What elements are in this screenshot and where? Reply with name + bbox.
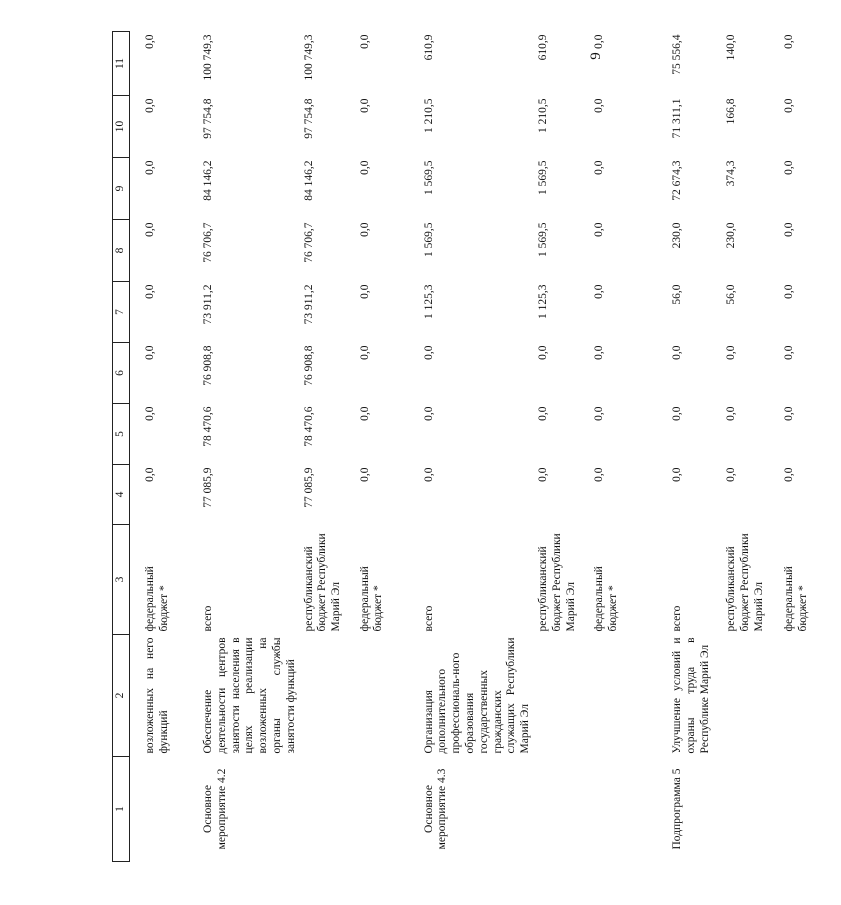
funding-source-cell: республиканский бюджет Республики Марий Эл bbox=[302, 533, 343, 632]
program-name-cell bbox=[142, 757, 200, 862]
column-number: 9 bbox=[113, 158, 130, 220]
column-number: 2 bbox=[113, 635, 130, 757]
amount-cell: 100 749,3 bbox=[202, 34, 214, 81]
table-row bbox=[301, 32, 357, 862]
amount-cell: 78 470,6 bbox=[302, 406, 315, 447]
amount-cell: 0,0 bbox=[592, 467, 605, 482]
funding-source-cell: федеральный бюджет * bbox=[782, 566, 809, 632]
amount-cell: 0,0 bbox=[782, 406, 795, 421]
amount-cell: 0,0 bbox=[782, 222, 795, 237]
amount-cell: 374,3 bbox=[724, 160, 737, 187]
funding-source-cell: всего bbox=[422, 605, 435, 632]
amount-cell: 0,0 bbox=[782, 34, 795, 49]
amount-cell: 1 569,5 bbox=[536, 222, 549, 257]
table-body bbox=[142, 32, 841, 862]
amount-cell: 0,0 bbox=[358, 467, 371, 482]
amount-cell: 0,0 bbox=[782, 160, 795, 175]
amount-cell: 76 706,7 bbox=[202, 222, 214, 263]
amount-cell: 100 749,3 bbox=[302, 34, 315, 81]
amount-cell: 56,0 bbox=[724, 284, 737, 305]
amount-cell: 84 146,2 bbox=[202, 160, 214, 201]
amount-cell: 1 125,3 bbox=[422, 284, 435, 319]
amount-cell: 230,0 bbox=[724, 222, 737, 249]
column-number-header bbox=[113, 32, 130, 862]
amount-cell: 0,0 bbox=[592, 160, 605, 175]
amount-cell: 72 674,3 bbox=[670, 160, 683, 201]
amount-cell: 0,0 bbox=[144, 222, 156, 237]
program-name-cell bbox=[723, 757, 781, 862]
description-cell: Обеспечение деятельности центров занятости населения в целях реализации возложенных на органы службы занятости функций bbox=[202, 637, 297, 754]
amount-cell: 0,0 bbox=[536, 345, 549, 360]
column-number: 3 bbox=[113, 525, 130, 635]
amount-cell: 0,0 bbox=[144, 98, 156, 113]
amount-cell: 0,0 bbox=[358, 98, 371, 113]
amount-cell: 610,9 bbox=[536, 34, 549, 61]
description-cell: возложенных на него функций bbox=[144, 637, 170, 754]
program-name-cell bbox=[301, 757, 357, 862]
amount-cell: 0,0 bbox=[144, 34, 156, 49]
amount-cell: 0,0 bbox=[422, 467, 435, 482]
amount-cell: 0,0 bbox=[358, 284, 371, 299]
amount-cell: 84 146,2 bbox=[302, 160, 315, 201]
description-cell bbox=[357, 635, 421, 757]
program-name-cell bbox=[591, 757, 669, 862]
amount-cell: 76 908,8 bbox=[202, 345, 214, 386]
description-cell: Улучшение условий и охраны труда в Республике Марий Эл bbox=[670, 637, 711, 754]
amount-cell: 166,8 bbox=[724, 98, 737, 125]
funding-source-cell: всего bbox=[670, 605, 683, 632]
amount-cell: 97 754,8 bbox=[202, 98, 214, 139]
amount-cell: 0,0 bbox=[144, 160, 156, 175]
funding-source-cell: республиканский бюджет Республики Марий Эл bbox=[724, 533, 765, 632]
amount-cell: 0,0 bbox=[144, 284, 156, 299]
amount-cell: 78 470,6 bbox=[202, 406, 214, 447]
amount-cell: 0,0 bbox=[536, 406, 549, 421]
amount-cell: 0,0 bbox=[536, 467, 549, 482]
amount-cell: 0,0 bbox=[724, 406, 737, 421]
table-row bbox=[669, 32, 723, 862]
column-number: 11 bbox=[113, 32, 130, 96]
amount-cell: 0,0 bbox=[358, 222, 371, 237]
amount-cell: 77 085,9 bbox=[202, 467, 214, 508]
column-number: 4 bbox=[113, 465, 130, 525]
amount-cell: 56,0 bbox=[670, 284, 683, 305]
funding-source-cell: республиканский бюджет Республики Марий Эл bbox=[536, 533, 577, 632]
amount-cell: 0,0 bbox=[724, 467, 737, 482]
program-name-cell: Основное мероприятие 4.2 bbox=[202, 768, 228, 850]
program-name-cell: Подпрограмма 5 bbox=[670, 768, 683, 850]
description-cell bbox=[535, 635, 591, 757]
funding-source-cell: федеральный бюджет * bbox=[358, 566, 385, 632]
table-row bbox=[421, 32, 535, 862]
amount-cell: 76 908,8 bbox=[302, 345, 315, 386]
description-cell bbox=[723, 635, 781, 757]
amount-cell: 0,0 bbox=[592, 222, 605, 237]
amount-cell: 0,0 bbox=[358, 160, 371, 175]
table-row bbox=[723, 32, 781, 862]
amount-cell: 0,0 bbox=[144, 406, 156, 421]
amount-cell: 73 911,2 bbox=[202, 284, 214, 325]
amount-cell: 1 569,5 bbox=[422, 222, 435, 257]
amount-cell: 0,0 bbox=[782, 284, 795, 299]
amount-cell: 97 754,8 bbox=[302, 98, 315, 139]
column-number: 8 bbox=[113, 220, 130, 282]
table-row bbox=[357, 32, 421, 862]
table-row bbox=[200, 32, 301, 862]
amount-cell: 1 210,5 bbox=[422, 98, 435, 133]
table-row bbox=[142, 32, 200, 862]
amount-cell: 0,0 bbox=[724, 345, 737, 360]
amount-cell: 0,0 bbox=[592, 345, 605, 360]
amount-cell: 0,0 bbox=[592, 284, 605, 299]
amount-cell: 610,9 bbox=[422, 34, 435, 61]
program-name-cell: Основное мероприятие 4.3 bbox=[422, 768, 449, 850]
column-number: 7 bbox=[113, 282, 130, 343]
column-number: 10 bbox=[113, 96, 130, 158]
column-number: 1 bbox=[113, 757, 130, 862]
program-name-cell bbox=[535, 757, 591, 862]
amount-cell: 1 210,5 bbox=[536, 98, 549, 133]
funding-source-cell: федеральный бюджет * bbox=[592, 566, 619, 632]
amount-cell: 73 911,2 bbox=[302, 284, 315, 325]
amount-cell: 0,0 bbox=[144, 345, 156, 360]
amount-cell: 0,0 bbox=[670, 345, 683, 360]
amount-cell: 1 569,5 bbox=[536, 160, 549, 195]
description-cell bbox=[781, 635, 841, 757]
column-number: 6 bbox=[113, 343, 130, 404]
budget-table bbox=[112, 31, 841, 862]
table-row bbox=[781, 32, 841, 862]
program-name-cell bbox=[357, 757, 421, 862]
amount-cell: 0,0 bbox=[592, 98, 605, 113]
amount-cell: 230,0 bbox=[670, 222, 683, 249]
table-row bbox=[535, 32, 591, 862]
description-cell: Организация дополнительного профессиональ-ного образования государственных гражданских служащих Республики Марий Эл bbox=[422, 637, 532, 754]
rotated-table-container bbox=[112, 32, 809, 862]
amount-cell: 76 706,7 bbox=[302, 222, 315, 263]
amount-cell: 0,0 bbox=[358, 406, 371, 421]
amount-cell: 0,0 bbox=[358, 345, 371, 360]
description-cell bbox=[301, 635, 357, 757]
amount-cell: 75 556,4 bbox=[670, 34, 683, 75]
page-number: 9 bbox=[587, 52, 604, 60]
amount-cell: 0,0 bbox=[782, 467, 795, 482]
amount-cell: 71 311,1 bbox=[670, 98, 683, 139]
funding-source-cell: федеральный бюджет * bbox=[144, 566, 170, 632]
program-name-cell bbox=[781, 757, 841, 862]
amount-cell: 77 085,9 bbox=[302, 467, 315, 508]
amount-cell: 0,0 bbox=[592, 406, 605, 421]
amount-cell: 0,0 bbox=[670, 467, 683, 482]
amount-cell: 0,0 bbox=[422, 345, 435, 360]
amount-cell: 0,0 bbox=[592, 34, 605, 49]
amount-cell: 1 569,5 bbox=[422, 160, 435, 195]
amount-cell: 0,0 bbox=[144, 467, 156, 482]
amount-cell: 1 125,3 bbox=[536, 284, 549, 319]
table-row bbox=[591, 32, 669, 862]
amount-cell: 0,0 bbox=[782, 98, 795, 113]
amount-cell: 140,0 bbox=[724, 34, 737, 61]
funding-source-cell: всего bbox=[202, 605, 214, 632]
amount-cell: 0,0 bbox=[782, 345, 795, 360]
amount-cell: 0,0 bbox=[358, 34, 371, 49]
amount-cell: 0,0 bbox=[422, 406, 435, 421]
description-cell bbox=[591, 635, 669, 757]
column-number: 5 bbox=[113, 404, 130, 465]
amount-cell: 0,0 bbox=[670, 406, 683, 421]
